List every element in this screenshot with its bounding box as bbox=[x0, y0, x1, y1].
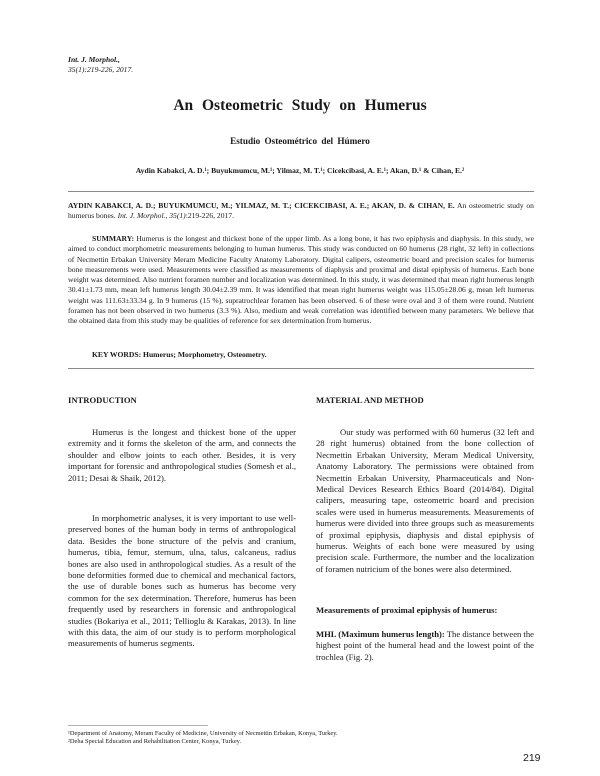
footnote-1: ¹Department of Anatomy, Meram Faculty of Medicine, University of Necmettin Erbakan, Konya, Turkey. bbox=[68, 730, 338, 737]
introduction-paragraph-2: In morphometric analyses, it is very important to use well-preserved bones of the human body in terms of anthropological data. Besides the bone structure of the pelvis and cranium, humerus, tibia, femur, sternum, ulna, talus, calcaneus, radius bones are also used in anthropological studies. As a result of the bone deformities formed due to chemical and mechanical factors, the use of durable bones such as humerus has become very common for the sex determination. Therefore, humerus has been frequently used by researchers in forensic and anthropological studies (Bokariya et al., 2011; Tellioglu & Karakas, 2013). In line with this data, the aim of our study is to perform morphological measurements of humerus segments. bbox=[68, 513, 296, 649]
citation-text: An osteometric study on humerus bones. bbox=[68, 201, 534, 221]
journal-name: Int. J. Morphol., bbox=[68, 55, 120, 64]
mhl-label: MHL (Maximum humerus length): bbox=[316, 629, 445, 639]
divider-top bbox=[68, 191, 534, 192]
summary-text: Humerus is the longest and thickest bone of the upper limb. As a long bone, it has two epiphysis and diaphysis. In this study, we aimed to conduct morphometric measurements belonging to human humerus. This study was conducted on 60 humerus (28 right, 32 left) in collections of Necmettin Erbakan University Meram Medicine Faculty Anatomy Laboratory. Digital calipers, osteometric board and precision scales for humerus bone measurements were used. Measurements were classified as measurements of diaphysis and proximal and distal epiphysis of humerus. Each bone weight was determined. Also nutrient foramen number and localization was determined. In this study, it was determined that mean right humerus length 30.41±1.73 mm, mean left humerus length 30.04±2.39 mm. It was identified that mean right humerus weight was 115.05±28.06 g, mean left humerus weight was 111.63±33.34 g. In 9 humerus (15 %), supratrochlear foramen has been observed. 6 of these were oval and 3 of them were round. Nutrient foramen has not been observed in two humerus (3.3 %). Also, medium and weak correlation was identified between many parameters. We believe that the obtained data from this study may be qualities of reference for sex determination from humerus. bbox=[68, 234, 534, 326]
methods-subheading: Measurements of proximal epiphysis of humerus: bbox=[316, 605, 498, 615]
methods-paragraph-1: Our study was performed with 60 humerus (32 left and 28 right humerus) obtained from the bone collection of Necmettin Erbakan University, Meram Medical University, Anatomy Laboratory. The permissions were obtained from Necmettin Erbakan University, Pharmaceuticals and Non-Medical Devices Research Ethics Board (2014/84). Digital calipers, measuring tape, osteometric board and precision scales were used in humerus measurements. Measurements of humerus were divided into three groups such as measurements of proximal epiphysis, diaphysis and distal epiphysis of humerus. Weights of each bone were measured by using precision scale. Furthermore, the number and the localization of foramen nutricium of the bones were also determined. bbox=[316, 427, 534, 574]
methods-heading: MATERIAL AND METHOD bbox=[316, 395, 424, 405]
citation-pages: :219-226, 2017. bbox=[185, 211, 235, 221]
citation-authors: AYDIN KABAKCI, A. D.; BUYUKMUMCU, M.; YILMAZ, M. T.; CICEKCIBASI, A. E.; AKAN, D. & CIHAN, E. bbox=[68, 201, 455, 210]
journal-header bbox=[68, 55, 133, 75]
page-number: 219 bbox=[523, 752, 541, 764]
citation-journal: Int. J. Morphol., 35(1) bbox=[117, 211, 186, 221]
introduction-heading: INTRODUCTION bbox=[68, 395, 137, 405]
paper-title: An Osteometric Study on Humerus bbox=[173, 97, 427, 114]
footnote-2: ²Deha Special Education and Rehabilitation Center, Konya, Turkey. bbox=[68, 738, 242, 746]
summary-label: SUMMARY: bbox=[92, 234, 135, 243]
footnotes bbox=[68, 730, 338, 747]
summary bbox=[68, 234, 534, 327]
footnote-rule bbox=[68, 725, 208, 726]
introduction-paragraph-1: Humerus is the longest and thickest bone of the upper extremity and it forms the skeleton of the arm, and connects the shoulder and elbow joints to each other. Besides, it is very important for forensic and anthropological studies (Somesh et al., 2011; Desai & Shaik, 2012). bbox=[68, 427, 296, 483]
divider-bottom bbox=[68, 368, 534, 369]
journal-volume: 35(1):219-226, 2017. bbox=[68, 65, 134, 74]
paper-subtitle: Estudio Osteométrico del Húmero bbox=[230, 136, 370, 146]
keywords: KEY WORDS: Humerus; Morphometry, Osteometry. bbox=[92, 350, 267, 359]
author-list: Aydin Kabakci, A. D.¹; Buyukmumcu, M.¹; Yilmaz, M. T.¹; Cicekcibasi, A. E.¹; Akan, D.¹ & Cihan, E.² bbox=[135, 166, 465, 175]
citation bbox=[68, 201, 534, 222]
methods-mhl bbox=[316, 629, 534, 663]
mhl-text: The distance between the highest point of the humeral head and the lowest point of the trochlea (Fig. 2). bbox=[316, 629, 534, 662]
